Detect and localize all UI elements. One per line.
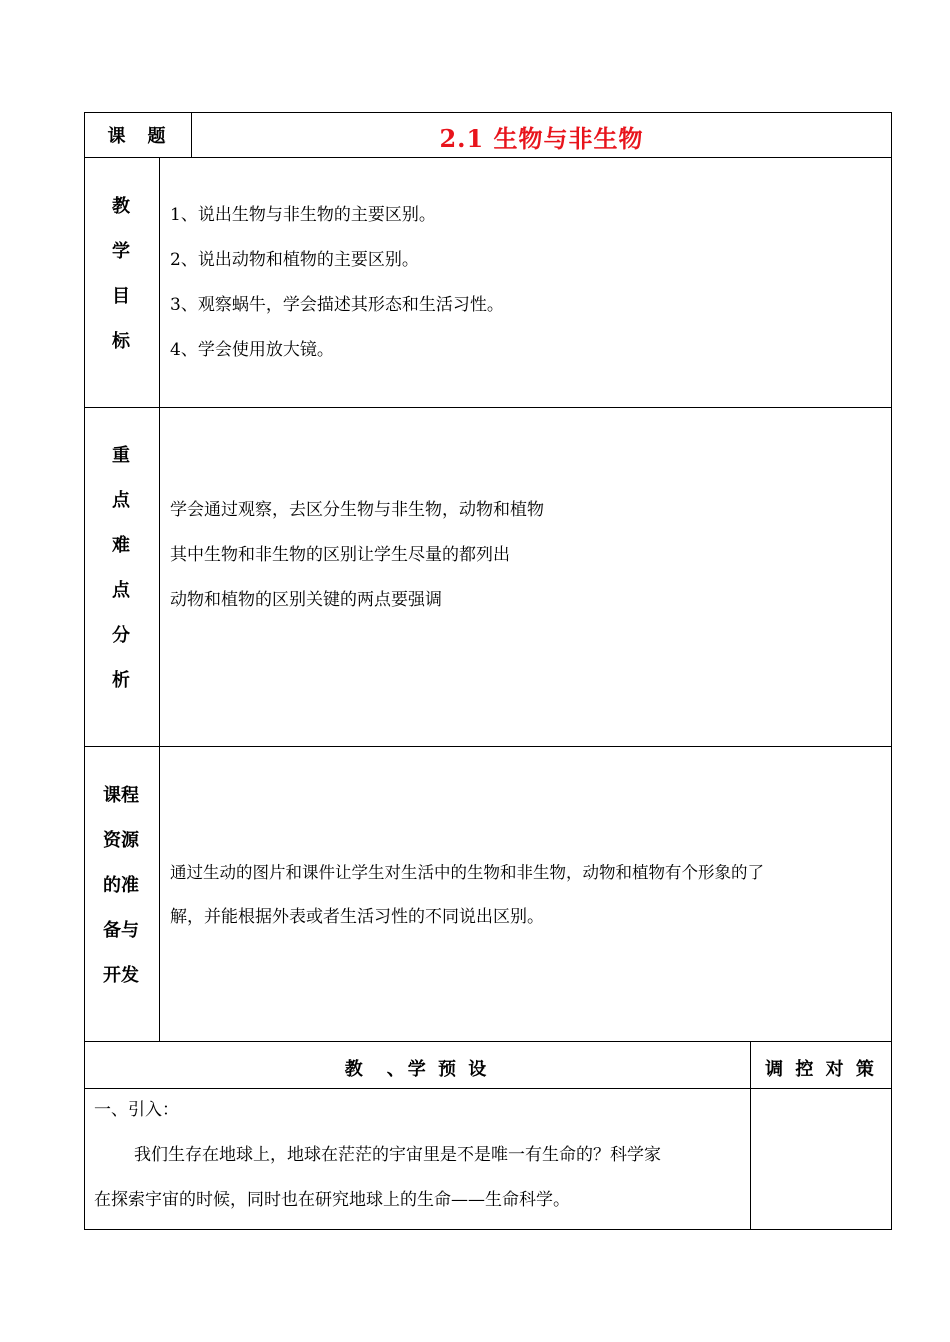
objectives-label-char: 目 xyxy=(112,286,130,307)
keypoints-row-divider xyxy=(84,746,892,747)
objectives-label-char: 教 xyxy=(112,196,130,217)
keypoints-label-char: 难 xyxy=(112,535,130,556)
preset-right-header: 调 控 对 策 xyxy=(765,1059,877,1080)
objectives-list xyxy=(170,193,504,373)
resources-label-line: 课程 xyxy=(103,785,139,806)
objectives-label-char: 标 xyxy=(112,331,130,352)
keypoints-label-char: 重 xyxy=(112,445,130,466)
subject-label: 课 题 xyxy=(107,126,168,147)
resources-text-line2: 解，并能根据外表或者生活习性的不同说出区别。 xyxy=(170,907,544,927)
keypoints-text xyxy=(170,488,544,623)
objective-item: 4、学会使用放大镜。 xyxy=(170,340,334,360)
intro-paragraph-line1: 我们生存在地球上，地球在茫茫的宇宙里是不是唯一有生命的？科学家 xyxy=(134,1145,661,1165)
lesson-title: 2.1 生物与非生物 xyxy=(439,124,644,153)
keypoints-label-char: 点 xyxy=(112,580,130,601)
label-col-divider xyxy=(159,157,160,1042)
keypoints-label xyxy=(84,433,158,703)
keypoints-label-char: 点 xyxy=(112,490,130,511)
keypoints-label-char: 分 xyxy=(112,625,130,646)
resources-text-line1: 通过生动的图片和课件让学生对生活中的生物和非生物，动物和植物有个形象的了 xyxy=(170,863,764,882)
intro-paragraph-line2: 在探索宇宙的时候，同时也在研究地球上的生命——生命科学。 xyxy=(94,1190,570,1210)
objective-item: 2、说出动物和植物的主要区别。 xyxy=(170,250,419,270)
preset-left-header: 教 、学 预 设 xyxy=(344,1059,490,1080)
preset-header-divider xyxy=(84,1088,892,1089)
objective-item: 1、说出生物与非生物的主要区别。 xyxy=(170,205,436,225)
objectives-label xyxy=(84,184,158,364)
objectives-label-char: 学 xyxy=(112,241,130,262)
resources-label-line: 的准 xyxy=(103,875,139,896)
objectives-row-divider xyxy=(84,407,892,408)
resources-label-line: 开发 xyxy=(103,965,139,986)
resources-label xyxy=(84,773,158,998)
header-row-divider xyxy=(84,157,892,158)
resources-label-line: 资源 xyxy=(103,830,139,851)
keypoint-line: 学会通过观察，去区分生物与非生物，动物和植物 xyxy=(170,500,544,520)
keypoint-line: 其中生物和非生物的区别让学生尽量的都列出 xyxy=(170,545,510,565)
intro-section-title: 一、引入： xyxy=(94,1100,179,1120)
resources-label-line: 备与 xyxy=(103,920,139,941)
keypoint-line: 动物和植物的区别关键的两点要强调 xyxy=(170,590,442,610)
keypoints-label-char: 析 xyxy=(112,670,130,691)
objective-item: 3、观察蜗牛，学会描述其形态和生活习性。 xyxy=(170,295,504,315)
